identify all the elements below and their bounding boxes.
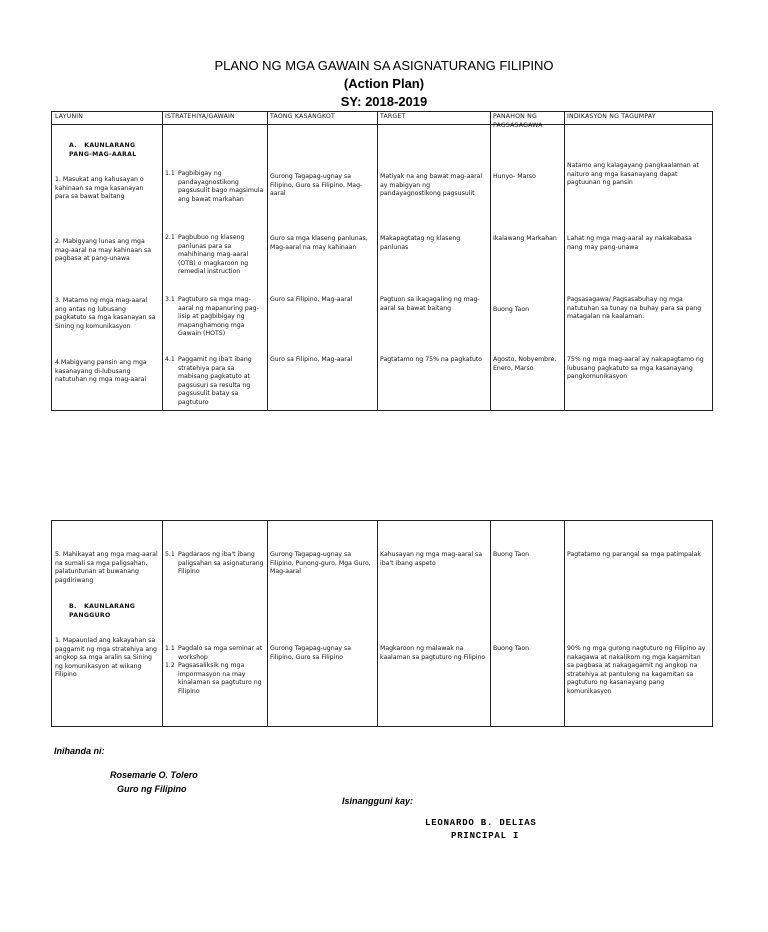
- col-header-target: TARGET: [380, 113, 406, 120]
- panahon-4: Agosto, Nobyembre, Enero, Marso: [493, 356, 557, 372]
- doc-title: PLANO NG MGA GAWAIN SA ASIGNATURANG FILIPINO: [214, 58, 554, 73]
- indikasyon-5: Pagtatamo ng parangal sa mga patimpalak: [567, 551, 701, 558]
- section-b-heading: B. KAUNLARANG PANGGURO: [69, 603, 136, 619]
- col-header-layunin: LAYUNIN: [55, 113, 84, 120]
- section-a-heading: A. KAUNLARANG PANG-MAG-AARAL: [69, 142, 137, 158]
- list-item: 1.2 Pagsasaliksik ng mga impormasyon na may kinalaman sa pagtuturo ng Filipino: [165, 662, 262, 695]
- istratehiya-3: 3.1 Pagtuturo sa mga mag-aaral ng mapanuring pag-iisip at pagbibigay ng mapanghamong mga Gawain (HOTS): [165, 296, 259, 338]
- panahon-1: Hunyo- Marso: [493, 173, 536, 180]
- taong-b1: Gurong Tagapag-ugnay sa Filipino, Guro sa Filipino: [270, 645, 352, 661]
- taong-5: Gurong Tagapag-ugnay sa Filipino, Punong-guro, Mga Guro, Mag-aaral: [270, 551, 371, 576]
- panahon-3: Buong Taon: [493, 306, 530, 313]
- col-header-panahon: PANAHON NG PAGSASAGAWA: [493, 113, 543, 129]
- col-header-taong-kasangkot: TAONG KASANGKOT: [270, 113, 335, 120]
- taong-3: Guro sa Filipino, Mag-aaral: [270, 296, 353, 303]
- indikasyon-1: Natamo ang kalagayang pangkaalaman at naituro ang mga kasanayang dapat pagtuunan ng pansin: [567, 162, 699, 187]
- prepared-by-label: Inihanda ni:: [54, 746, 105, 756]
- action-plan-table-page1-grid: [51, 111, 713, 411]
- principal-title: PRINCIPAL I: [451, 831, 520, 841]
- target-4: Pagtatamo ng 75% na pagkatuto: [380, 356, 483, 363]
- istratehiya-5: 5.1 Pagdaraos ng iba't ibang paligsahan sa asignaturang Filipino: [165, 551, 264, 576]
- indikasyon-4: 75% ng mga mag-aaral ay nakapagtamo ng lubusang pagkatuto sa mga kasanayang pangkomunikasyon: [567, 356, 704, 381]
- layunin-5: 5. Mahikayat ang mga mag-aaral na sumali sa mga paligsahan, palatuntunan at buwanang pagdiriwang: [55, 551, 158, 584]
- preparer-title: Guro ng Filipino: [117, 784, 187, 794]
- istratehiya-b1: [162, 645, 267, 696]
- panahon-b1: Buong Taon: [493, 645, 530, 652]
- target-b1: Magkaroon ng malawak na kaalaman sa pagtuturo ng Filipino: [380, 645, 486, 661]
- indikasyon-b1: 90% ng mga gurong nagtuturo ng Filipino ay nakagawa at nakalikom ng mga kagamitan sa pagbasa at nakagagamit ng angkop na stratehiya at pantulong na kagamitan sa pagtuturo ng kasanayang pang komunikasyon: [567, 645, 706, 695]
- layunin-2: 2. Mabigyang lunas ang mga mag-aaral na may kahinaan sa pagbasa at pang-unawa: [55, 238, 152, 263]
- indikasyon-2: Lahat ng mga mag-aaral ay nakakabasa nang may pang-unawa: [567, 235, 692, 251]
- target-2: Makapagtatag ng klaseng panlunas: [380, 235, 461, 251]
- taong-4: Guro sa Filipino, Mag-aaral: [270, 356, 353, 363]
- noted-by-label: Isinangguni kay:: [342, 796, 414, 806]
- action-plan-table-page2-grid: [51, 520, 713, 727]
- istratehiya-4: 4.1 Paggamit ng iba't ibang stratehiya para sa mabisang pagkatuto at pagsusuri sa resulta ng pagsusulit batay sa pagtuturo: [165, 356, 252, 406]
- preparer-name: Rosemarie O. Tolero: [110, 770, 198, 780]
- target-1: Matiyak na ang bawat mag-aaral ay mabigyan ng pandayagnostikong pagsusulit: [380, 173, 483, 198]
- layunin-3: 3. Matamo ng mga mag-aaral ang antas ng lubusang pagkatuto sa mga kasanayan sa Sining ng komunikasyon: [55, 297, 156, 330]
- target-3: Pagtuon sa ikagagaling ng mag-aaral sa bawat baitang: [380, 296, 480, 312]
- panahon-2: Ikalawang Markahan: [493, 235, 557, 242]
- col-header-istratehiya: ISTRATEHIYA/GAWAIN: [165, 113, 235, 120]
- target-5: Kahusayan ng mga mag-aaral sa iba't ibang aspeto: [380, 551, 483, 567]
- list-item: 1.1 Pagdalo sa mga seminar at workshop: [165, 645, 263, 661]
- taong-2: Guro sa mga klaseng panlunas, Mag-aaral na may kahinaan: [270, 235, 368, 251]
- school-year: SY: 2018-2019: [340, 94, 428, 109]
- istratehiya-2: 2.1 Pagbubuo ng klaseng panlunas para sa mahihinang mag-aaral (OTB) o magkaroon ng remedial instruction: [165, 234, 249, 276]
- istratehiya-1: 1.1 Pagbibigay ng pandayagnostikong pagsusulit bago magsimula ang bawat markahan: [165, 170, 264, 203]
- doc-subtitle: (Action Plan): [343, 76, 425, 91]
- layunin-1: 1. Masukat ang kahusayan o kahinaan sa mga kasanayan para sa bawat baitang: [55, 176, 144, 201]
- panahon-5: Buong Taon: [493, 551, 530, 558]
- col-header-indikasyon: INDIKASYON NG TAGUMPAY: [567, 113, 656, 120]
- layunin-4: 4.Mabigyang pansin ang mga kasanayang di-lubusang natutuhan ng mga mag-aaral: [55, 359, 147, 384]
- taong-1: Gurong Tagapag-ugnay sa Filipino, Guro sa Filipino, Mag-aaral: [270, 173, 363, 198]
- layunin-b1: 1. Mapaunlad ang kakayahan sa paggamit ng mga stratehiya ang angkop sa mga aralin sa Sining ng komunikasyon at wikang Filipino: [55, 637, 157, 679]
- principal-name: LEONARDO B. DELIAS: [425, 818, 537, 828]
- indikasyon-3: Pagsasagawa/ Pagsasabuhay ng mga natutuhan sa tunay na buhay para sa pang matagalan na kaalaman.: [567, 296, 702, 321]
